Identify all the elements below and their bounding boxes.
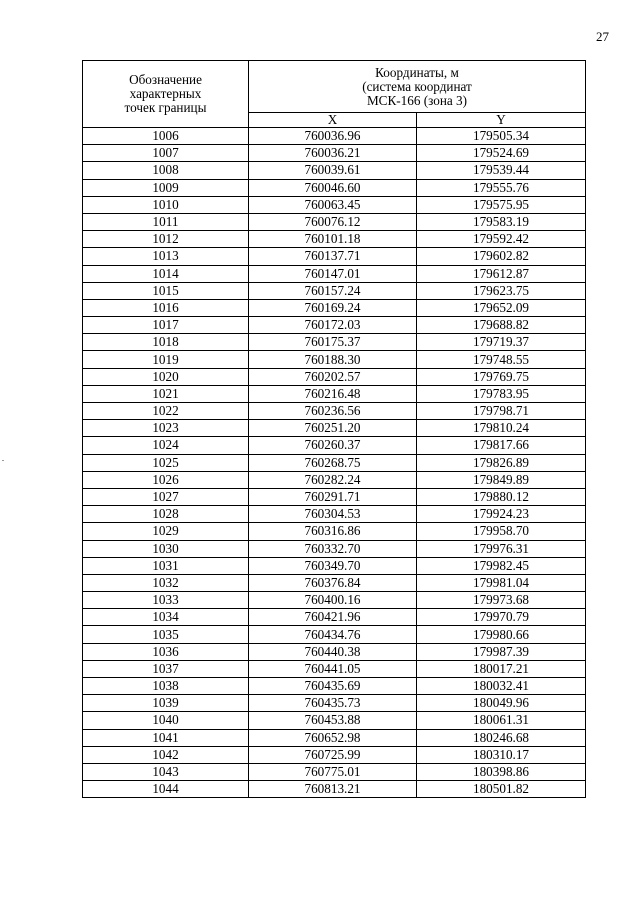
y-coordinate-cell: 179748.55	[417, 351, 586, 368]
point-id-cell: 1038	[83, 678, 249, 695]
point-id-cell: 1010	[83, 196, 249, 213]
table-row	[83, 179, 586, 196]
x-coordinate-cell: 760202.57	[249, 368, 417, 385]
x-coordinate-cell: 760349.70	[249, 557, 417, 574]
point-id-cell: 1028	[83, 506, 249, 523]
x-coordinate-cell: 760216.48	[249, 385, 417, 402]
point-id-cell: 1016	[83, 299, 249, 316]
x-coordinate-cell: 760169.24	[249, 299, 417, 316]
table-row	[83, 334, 586, 351]
x-coordinate-cell: 760282.24	[249, 471, 417, 488]
table-row	[83, 420, 586, 437]
x-coordinate-cell: 760268.75	[249, 454, 417, 471]
y-coordinate-cell: 180061.31	[417, 712, 586, 729]
point-id-cell: 1012	[83, 231, 249, 248]
table-row	[83, 368, 586, 385]
y-coordinate-cell: 179924.23	[417, 506, 586, 523]
x-coordinate-cell: 760813.21	[249, 781, 417, 798]
table-row	[83, 626, 586, 643]
point-id-cell: 1040	[83, 712, 249, 729]
x-coordinate-cell: 760147.01	[249, 265, 417, 282]
point-id-cell: 1023	[83, 420, 249, 437]
x-coordinate-cell: 760435.69	[249, 678, 417, 695]
x-coordinate-cell: 760291.71	[249, 488, 417, 505]
x-coordinate-cell: 760236.56	[249, 403, 417, 420]
y-coordinate-cell: 179987.39	[417, 643, 586, 660]
point-id-cell: 1037	[83, 660, 249, 677]
y-coordinate-cell: 179719.37	[417, 334, 586, 351]
table-row	[83, 351, 586, 368]
x-coordinate-cell: 760775.01	[249, 763, 417, 780]
x-coordinate-cell: 760316.86	[249, 523, 417, 540]
y-coordinate-cell: 179524.69	[417, 145, 586, 162]
point-id-cell: 1024	[83, 437, 249, 454]
x-coordinate-cell: 760400.16	[249, 592, 417, 609]
y-coordinate-cell: 179817.66	[417, 437, 586, 454]
x-coordinate-cell: 760435.73	[249, 695, 417, 712]
table-row	[83, 454, 586, 471]
point-id-cell: 1022	[83, 403, 249, 420]
x-coordinate-cell: 760036.96	[249, 128, 417, 145]
table-row	[83, 248, 586, 265]
table-row	[83, 781, 586, 798]
point-id-cell: 1036	[83, 643, 249, 660]
point-id-cell: 1008	[83, 162, 249, 179]
y-coordinate-cell: 179970.79	[417, 609, 586, 626]
y-coordinate-cell: 180310.17	[417, 746, 586, 763]
y-coordinate-cell: 180017.21	[417, 660, 586, 677]
y-coordinate-cell: 180501.82	[417, 781, 586, 798]
x-coordinate-cell: 760652.98	[249, 729, 417, 746]
table-row	[83, 592, 586, 609]
y-coordinate-cell: 179505.34	[417, 128, 586, 145]
point-id-cell: 1032	[83, 574, 249, 591]
table-row	[83, 746, 586, 763]
y-coordinate-cell: 180049.96	[417, 695, 586, 712]
y-coordinate-cell: 179769.75	[417, 368, 586, 385]
x-coordinate-cell: 760376.84	[249, 574, 417, 591]
x-coordinate-cell: 760251.20	[249, 420, 417, 437]
table-row	[83, 299, 586, 316]
point-id-cell: 1041	[83, 729, 249, 746]
table-row	[83, 231, 586, 248]
table-row	[83, 712, 586, 729]
y-coordinate-cell: 179575.95	[417, 196, 586, 213]
point-id-cell: 1015	[83, 282, 249, 299]
table-row	[83, 282, 586, 299]
table-row	[83, 437, 586, 454]
table-row	[83, 574, 586, 591]
x-coordinate-cell: 760046.60	[249, 179, 417, 196]
point-id-cell: 1034	[83, 609, 249, 626]
y-coordinate-cell: 179612.87	[417, 265, 586, 282]
x-coordinate-cell: 760036.21	[249, 145, 417, 162]
x-coordinate-cell: 760063.45	[249, 196, 417, 213]
x-coordinate-cell: 760039.61	[249, 162, 417, 179]
table-row	[83, 609, 586, 626]
y-coordinate-cell: 179982.45	[417, 557, 586, 574]
y-coordinate-cell: 180032.41	[417, 678, 586, 695]
table-row	[83, 128, 586, 145]
point-id-cell: 1031	[83, 557, 249, 574]
coordinates-table	[82, 60, 586, 798]
x-coordinate-cell: 760076.12	[249, 213, 417, 230]
table-row	[83, 729, 586, 746]
point-id-cell: 1021	[83, 385, 249, 402]
page-number: 27	[596, 29, 609, 44]
y-coordinate-cell: 179810.24	[417, 420, 586, 437]
point-id-cell: 1044	[83, 781, 249, 798]
coordinates-header: Координаты, м (система координат МСК-166 (зона 3)	[249, 61, 586, 113]
y-coordinate-cell: 179602.82	[417, 248, 586, 265]
x-coordinate-cell: 760188.30	[249, 351, 417, 368]
table-row	[83, 643, 586, 660]
table-row	[83, 660, 586, 677]
y-coordinate-cell: 179849.89	[417, 471, 586, 488]
point-id-cell: 1007	[83, 145, 249, 162]
point-id-cell: 1042	[83, 746, 249, 763]
point-id-cell: 1006	[83, 128, 249, 145]
table-row	[83, 540, 586, 557]
point-id-cell: 1017	[83, 317, 249, 334]
y-coordinate-cell: 179555.76	[417, 179, 586, 196]
x-coordinate-cell: 760725.99	[249, 746, 417, 763]
point-designation-header: Обозначение характерных точек границы	[83, 61, 249, 128]
x-coordinate-cell: 760441.05	[249, 660, 417, 677]
table-row	[83, 488, 586, 505]
table-row	[83, 763, 586, 780]
point-id-cell: 1043	[83, 763, 249, 780]
y-coordinate-cell: 179583.19	[417, 213, 586, 230]
x-coordinate-cell: 760434.76	[249, 626, 417, 643]
point-id-cell: 1030	[83, 540, 249, 557]
point-id-cell: 1011	[83, 213, 249, 230]
point-id-cell: 1029	[83, 523, 249, 540]
table-row	[83, 678, 586, 695]
table-row	[83, 196, 586, 213]
x-coordinate-cell: 760137.71	[249, 248, 417, 265]
y-coordinate-cell: 180246.68	[417, 729, 586, 746]
table-row	[83, 403, 586, 420]
y-coordinate-cell: 179958.70	[417, 523, 586, 540]
x-coordinate-cell: 760101.18	[249, 231, 417, 248]
y-coordinate-cell: 179880.12	[417, 488, 586, 505]
point-id-cell: 1033	[83, 592, 249, 609]
y-coordinate-cell: 179976.31	[417, 540, 586, 557]
y-coordinate-cell: 179539.44	[417, 162, 586, 179]
table-row	[83, 471, 586, 488]
x-coordinate-cell: 760421.96	[249, 609, 417, 626]
y-column-header: Y	[417, 113, 586, 128]
y-coordinate-cell: 179592.42	[417, 231, 586, 248]
table-row	[83, 213, 586, 230]
point-id-cell: 1013	[83, 248, 249, 265]
y-coordinate-cell: 180398.86	[417, 763, 586, 780]
x-column-header: X	[249, 113, 417, 128]
table-row	[83, 695, 586, 712]
table-row	[83, 317, 586, 334]
y-coordinate-cell: 179973.68	[417, 592, 586, 609]
x-coordinate-cell: 760157.24	[249, 282, 417, 299]
table-row	[83, 162, 586, 179]
x-coordinate-cell: 760332.70	[249, 540, 417, 557]
x-coordinate-cell: 760175.37	[249, 334, 417, 351]
point-id-cell: 1035	[83, 626, 249, 643]
table-row	[83, 506, 586, 523]
y-coordinate-cell: 179826.89	[417, 454, 586, 471]
table-body	[83, 128, 586, 798]
x-coordinate-cell: 760440.38	[249, 643, 417, 660]
point-id-cell: 1009	[83, 179, 249, 196]
y-coordinate-cell: 179980.66	[417, 626, 586, 643]
point-id-cell: 1018	[83, 334, 249, 351]
y-coordinate-cell: 179688.82	[417, 317, 586, 334]
point-id-cell: 1025	[83, 454, 249, 471]
point-id-cell: 1027	[83, 488, 249, 505]
point-id-cell: 1020	[83, 368, 249, 385]
y-coordinate-cell: 179783.95	[417, 385, 586, 402]
x-coordinate-cell: 760304.53	[249, 506, 417, 523]
scan-speck	[2, 460, 4, 461]
table-row	[83, 557, 586, 574]
table-row	[83, 523, 586, 540]
x-coordinate-cell: 760453.88	[249, 712, 417, 729]
table-row	[83, 145, 586, 162]
x-coordinate-cell: 760260.37	[249, 437, 417, 454]
table-row	[83, 265, 586, 282]
point-id-cell: 1019	[83, 351, 249, 368]
y-coordinate-cell: 179981.04	[417, 574, 586, 591]
table-header	[83, 61, 586, 128]
y-coordinate-cell: 179623.75	[417, 282, 586, 299]
table-row	[83, 385, 586, 402]
y-coordinate-cell: 179652.09	[417, 299, 586, 316]
y-coordinate-cell: 179798.71	[417, 403, 586, 420]
point-id-cell: 1039	[83, 695, 249, 712]
point-id-cell: 1026	[83, 471, 249, 488]
point-id-cell: 1014	[83, 265, 249, 282]
x-coordinate-cell: 760172.03	[249, 317, 417, 334]
